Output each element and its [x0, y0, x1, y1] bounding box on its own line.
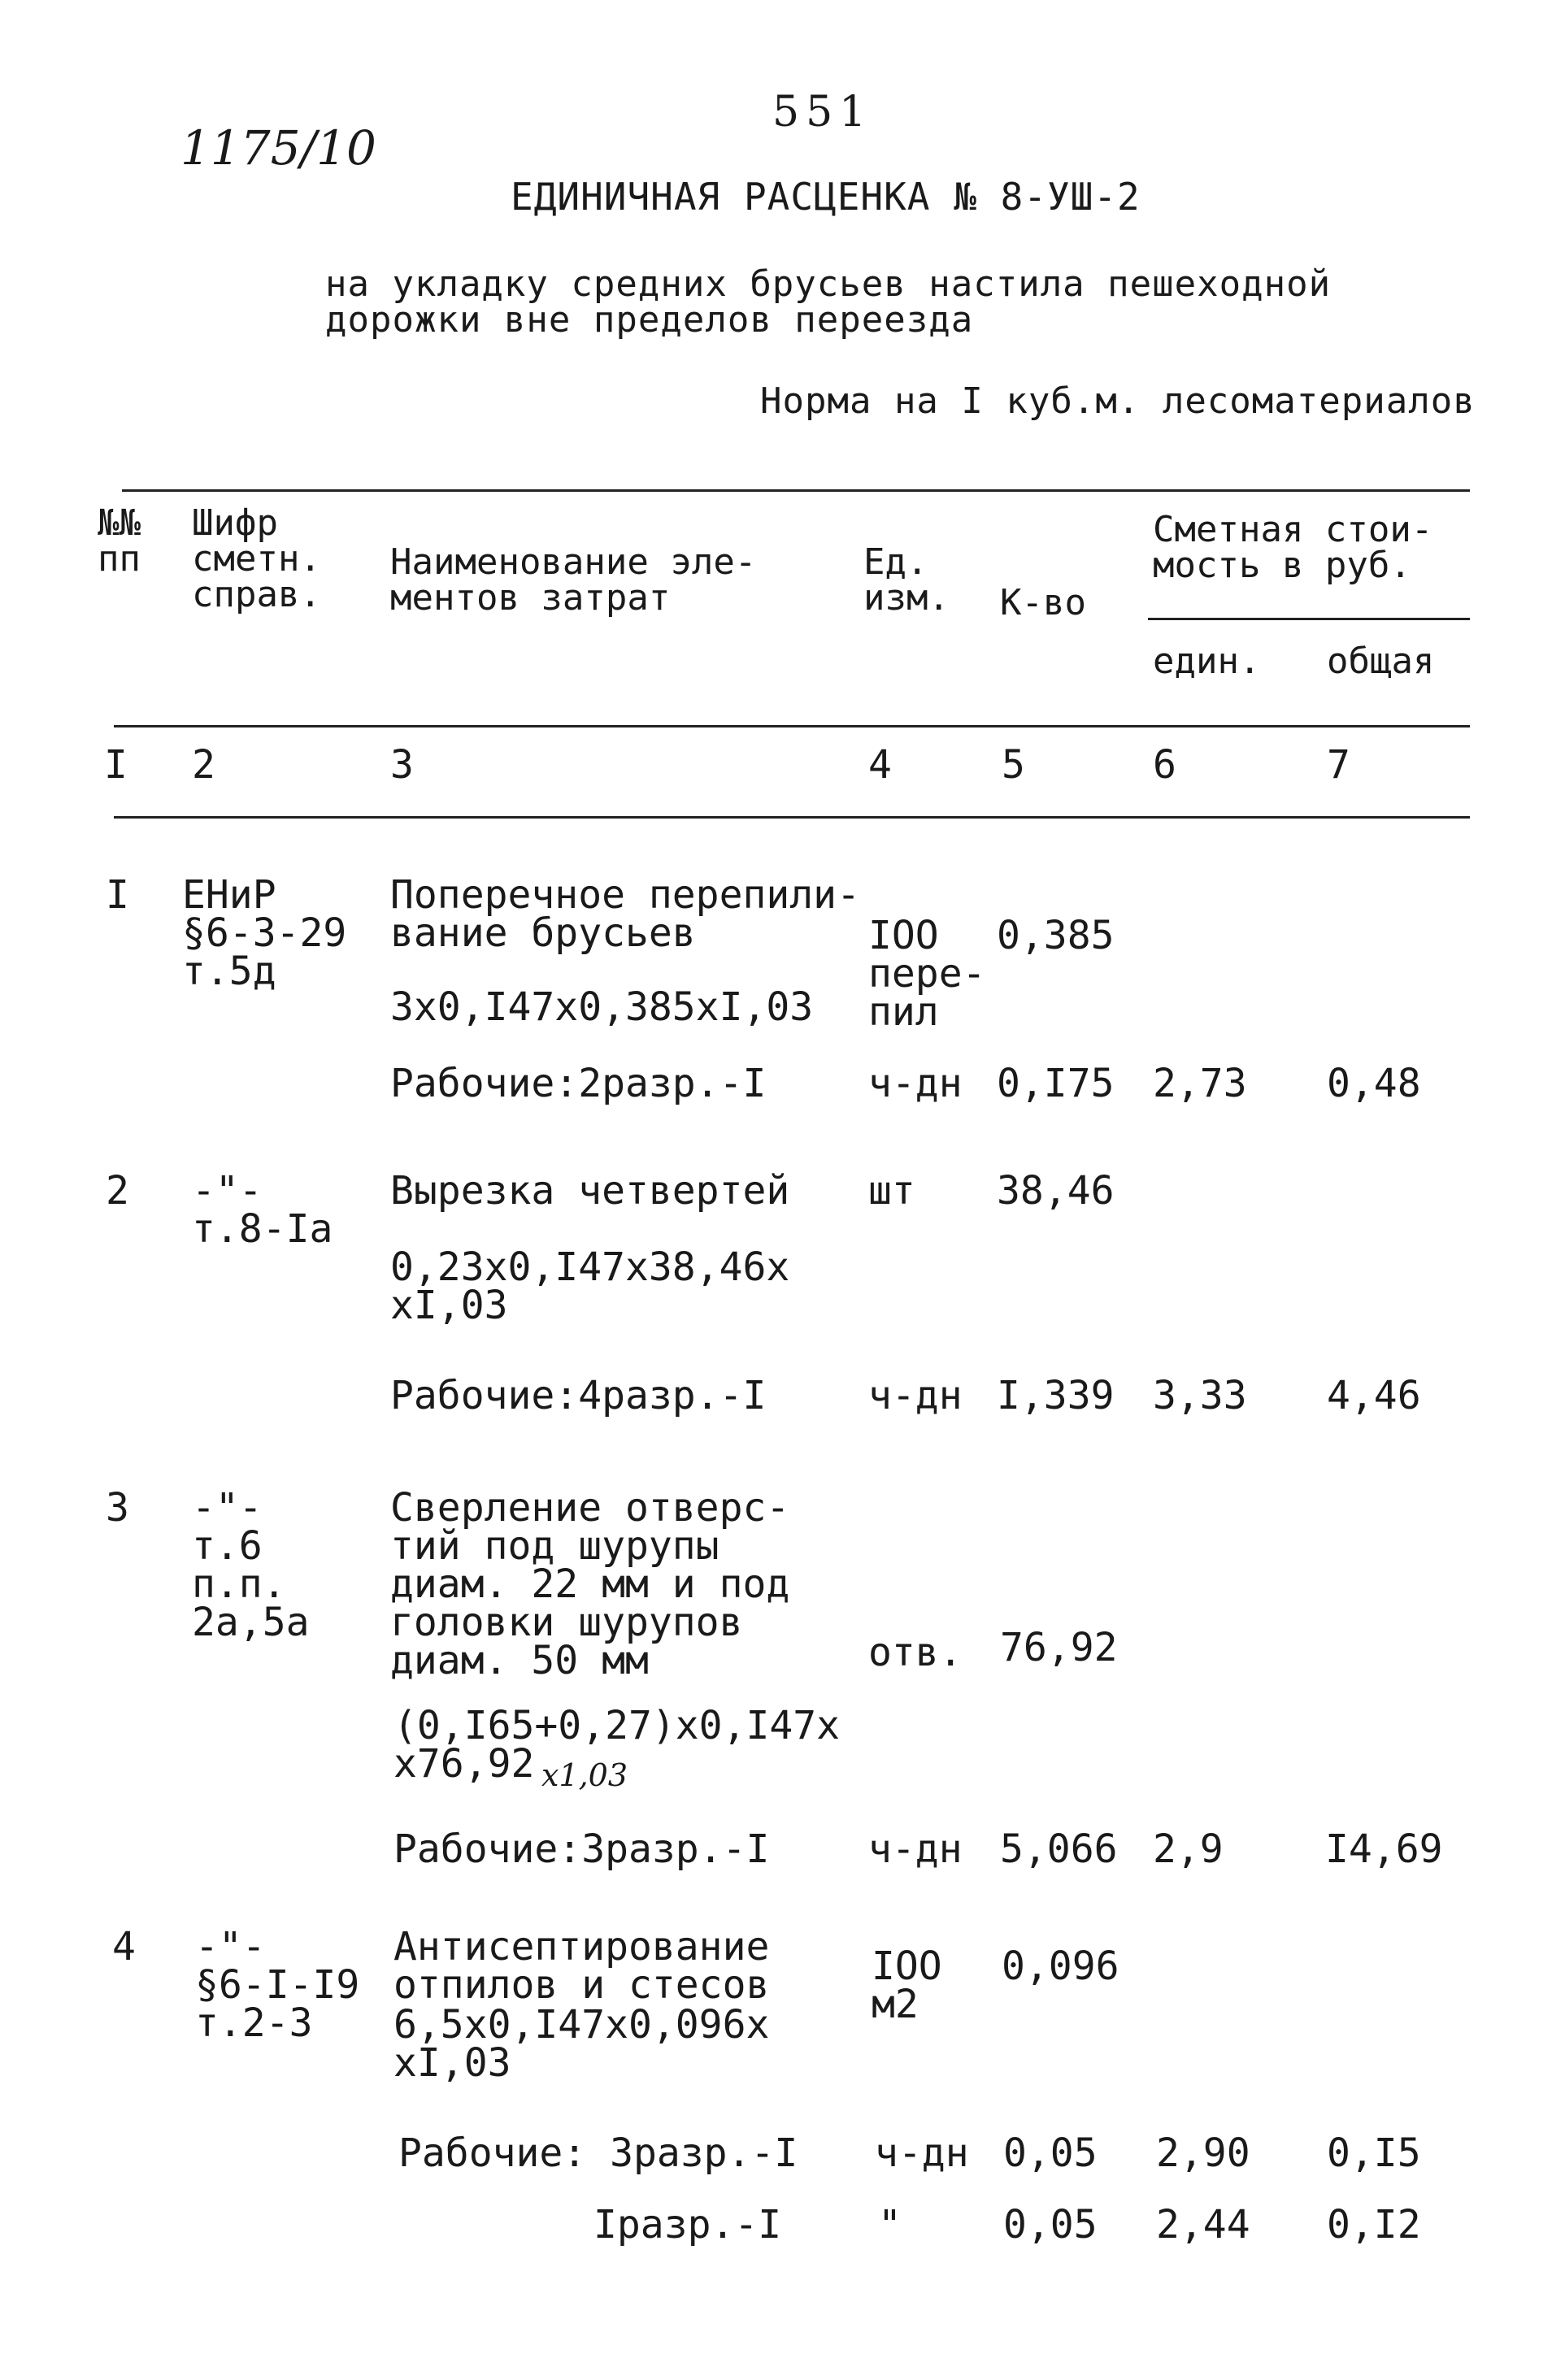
row-code: -"- т.6 п.п. 2а,5а	[192, 1485, 310, 1645]
column-number: I	[104, 742, 128, 788]
row-total: 4,46	[1327, 1373, 1421, 1418]
row-unit: ч-дн	[868, 1061, 963, 1106]
row-unit: "	[878, 2202, 902, 2248]
row-unit-price: 2,90	[1156, 2130, 1250, 2176]
header-bottom-rule	[114, 725, 1470, 727]
row-code: ЕНиР §6-3-29 т.5д	[182, 872, 347, 994]
row-name: Сверление отверс- тий под шурупы диам. 22 мм и под головки шурупов диам. 50 мм	[390, 1485, 790, 1683]
row-num: 4	[112, 1924, 136, 1970]
row-num: 3	[106, 1485, 129, 1531]
row-name: Поперечное перепили- вание брусьев	[390, 872, 860, 956]
cost-group-rule	[1148, 618, 1470, 620]
header-cost-group: Сметная стои- мость в руб.	[1153, 509, 1433, 586]
row-qty: 0,05	[1003, 2130, 1098, 2176]
row-num: 2	[106, 1168, 129, 1214]
header-name: Наименование эле- ментов затрат	[390, 541, 757, 619]
row-formula: 3x0,I47x0,385xI,03	[390, 984, 814, 1030]
row-qty: 0,05	[1003, 2202, 1098, 2248]
row-total: I4,69	[1325, 1826, 1443, 1872]
row-formula: 6,5x0,I47x0,096x xI,03	[393, 2002, 770, 2086]
row-unit: IOO пере- пил	[868, 913, 986, 1035]
row-qty: 5,066	[1000, 1826, 1118, 1872]
row-num: I	[106, 872, 129, 918]
row-workers: Iразр.-I	[593, 2202, 782, 2248]
row-formula: 0,23x0,I47x38,46x xI,03	[390, 1244, 790, 1328]
row-formula: (0,I65+0,27)x0,I47x x76,92	[393, 1703, 841, 1787]
document-title: ЕДИНИЧНАЯ РАСЦЕНКА № 8-УШ-2	[511, 175, 1141, 219]
norm-note: Норма на I куб.м. лесоматериалов	[760, 380, 1476, 422]
row-total: 0,I5	[1327, 2130, 1421, 2176]
row-workers: Рабочие:4разр.-I	[390, 1373, 767, 1418]
row-unit-price: 2,73	[1153, 1061, 1247, 1106]
row-unit-price: 2,44	[1156, 2202, 1250, 2248]
row-total: 0,48	[1327, 1061, 1421, 1106]
handwritten-factor: x1,03	[541, 1757, 628, 1793]
row-unit-price: 3,33	[1153, 1373, 1247, 1418]
row-unit: ч-дн	[875, 2130, 969, 2176]
header-unit-price: един.	[1153, 641, 1261, 682]
row-total: 0,I2	[1327, 2202, 1421, 2248]
row-qty: I,339	[997, 1373, 1115, 1418]
archive-mark: 1175/10	[180, 120, 376, 176]
row-name: Вырезка четвертей	[390, 1168, 790, 1214]
row-unit: IOO м2	[872, 1944, 942, 2027]
row-code: -"- §6-I-I9 т.2-3	[195, 1924, 360, 2046]
header-total: общая	[1327, 641, 1435, 682]
table-top-rule	[122, 489, 1470, 492]
row-unit: шт	[868, 1168, 915, 1214]
row-unit: отв.	[868, 1630, 963, 1675]
row-code: -"- т.8-Iа	[192, 1168, 333, 1252]
column-numbers-rule	[114, 816, 1470, 819]
header-code: Шифр сметн. справ.	[192, 502, 321, 615]
row-unit: ч-дн	[868, 1373, 963, 1418]
page-number: 551	[772, 88, 873, 137]
column-number: 5	[1002, 742, 1025, 788]
row-workers: Рабочие:2разр.-I	[390, 1061, 767, 1106]
row-unit-price: 2,9	[1153, 1826, 1224, 1872]
column-number: 7	[1327, 742, 1350, 788]
row-name: Антисептирование отпилов и стесов	[393, 1924, 770, 2008]
column-number: 2	[192, 742, 215, 788]
header-num: №№ пп	[98, 502, 141, 580]
row-workers: Рабочие: 3разр.-I	[398, 2130, 798, 2176]
row-qty: 0,I75	[997, 1061, 1115, 1106]
column-number: 3	[390, 742, 414, 788]
header-qty: К-во	[1000, 582, 1086, 623]
row-unit: ч-дн	[868, 1826, 963, 1872]
column-number: 6	[1153, 742, 1176, 788]
document-subtitle: на укладку средних брусьев настила пешеходной дорожки вне пределов переезда	[325, 263, 1332, 341]
row-qty: 38,46	[997, 1168, 1115, 1214]
column-number: 4	[868, 742, 892, 788]
row-qty: 76,92	[1000, 1625, 1118, 1670]
row-qty: 0,096	[1002, 1944, 1119, 1989]
row-qty: 0,385	[997, 913, 1115, 958]
header-unit: Ед. изм.	[863, 541, 950, 619]
row-workers: Рабочие:3разр.-I	[393, 1826, 770, 1872]
